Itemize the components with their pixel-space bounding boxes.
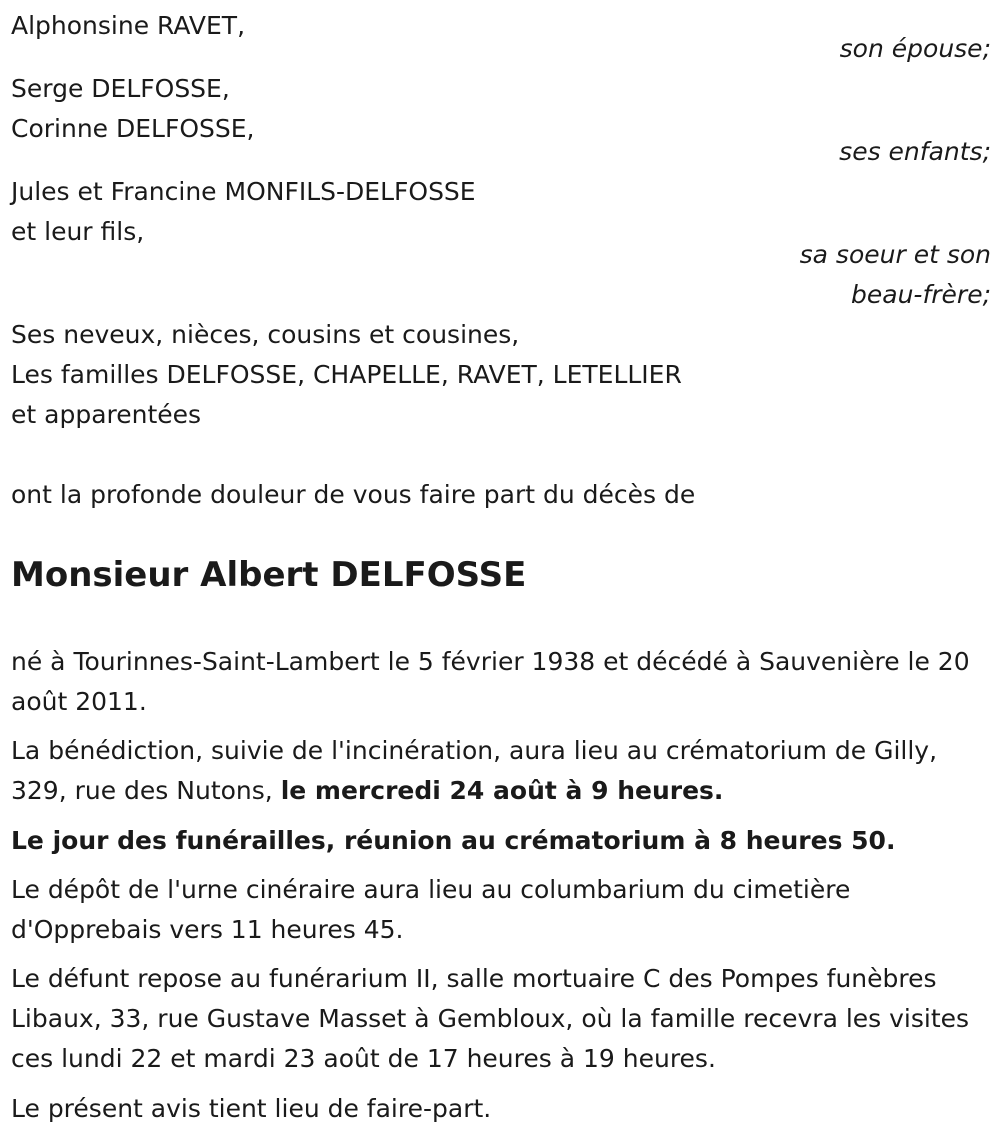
- ceremony-text: La bénédiction, suivie de l'incinération, aura lieu au crématorium de Gilly, 329, rue des Nutons,: [11, 736, 938, 805]
- announcement-text: ont la profonde douleur de vous faire part du décès de: [11, 480, 696, 509]
- sibling-line-2: et leur fils,: [11, 217, 145, 246]
- visitation-paragraph: Le défunt repose au funérarium II, salle mortuaire C des Pompes funèbres Libaux, 33, rue Gustave Masset à Gembloux, où la famille recevra les visites ces lundi 22 et mardi 23 août de 17 heures à 19 heures.: [11, 964, 970, 1073]
- relatives-line-1: Ses neveux, nièces, cousins et cousines,: [11, 320, 520, 349]
- sibling-line-1: Jules et Francine MONFILS-DELFOSSE: [11, 177, 476, 206]
- meeting-paragraph: Le jour des funérailles, réunion au crématorium à 8 heures 50.: [11, 826, 896, 855]
- notice-paragraph: Le présent avis tient lieu de faire-part.: [11, 1094, 492, 1123]
- ceremony-date: le mercredi 24 août à 9 heures.: [280, 776, 724, 805]
- child-name-2: Corinne DELFOSSE,: [11, 114, 255, 143]
- spouse-role: son épouse;: [839, 34, 991, 63]
- children-role: ses enfants;: [839, 137, 991, 166]
- birth-death-paragraph: né à Tourinnes-Saint-Lambert le 5 février 1938 et décédé à Sauvenière le 20 août 2011.: [11, 647, 970, 716]
- sibling-role-2: beau-frère;: [851, 280, 991, 309]
- ceremony-paragraph: [11, 731, 996, 811]
- relatives-line-3: et apparentées: [11, 400, 202, 429]
- child-name-1: Serge DELFOSSE,: [11, 74, 230, 103]
- spouse-name: Alphonsine RAVET,: [11, 11, 246, 40]
- urn-paragraph: Le dépôt de l'urne cinéraire aura lieu au columbarium du cimetière d'Opprebais vers 11 heures 45.: [11, 875, 851, 944]
- relatives-line-2: Les familles DELFOSSE, CHAPELLE, RAVET, LETELLIER: [11, 360, 682, 389]
- deceased-name: Monsieur Albert DELFOSSE: [11, 555, 527, 595]
- sibling-role-1: sa soeur et son: [799, 240, 991, 269]
